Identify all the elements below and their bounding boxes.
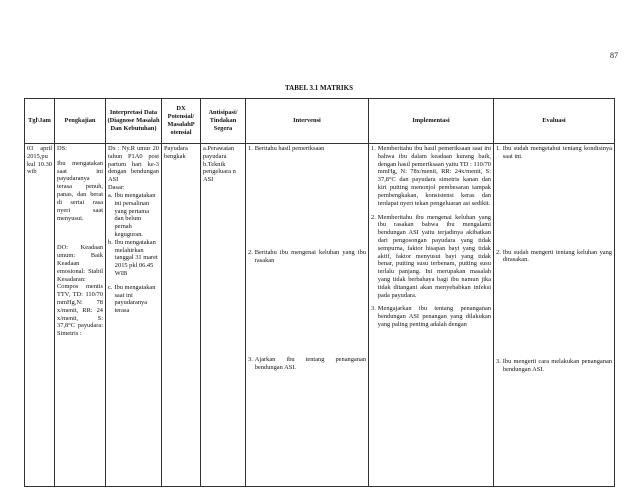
header-tgl-jam: Tgl\Jam (25, 99, 55, 144)
header-pengkajian: Pengkajian (55, 99, 106, 144)
matrix-table (24, 98, 615, 487)
dasar-item-c: c. Ibu mengatakan saat ini payudaranya terasa (108, 283, 156, 315)
list-item: 2. Beritahu ibu mengenai keluhan yang ibu rasakan (248, 248, 366, 264)
diagnosis-text: Dx : Ny.R umur 20 tahun P1A0 post partum hari ke-3 dengan bendungan ASI (108, 145, 159, 184)
dasar-label: Dasar: (108, 184, 125, 192)
list-item: 3. Mengajarkan ibu tentang penanganan bendungan ASI penangan yang dilakukan yang paling penting adalah dengan (371, 305, 491, 329)
cell-evaluasi (494, 144, 615, 487)
antisipasi-a: a.Perawatan payudara (203, 145, 235, 160)
cell-antisipasi (201, 144, 246, 487)
do-text: DO: Keadaan umum: Baik Keadaan emosional: Stabil Kesadaran: Compos mentis TTV, TD: 110/70 mmHg,N: 78 x/menit, RR: 24 x/menit, S: 37,8°C payudara: Simetris : (57, 244, 103, 338)
antisipasi-b: b.Teknik pengeluara n ASI (203, 160, 236, 184)
header-antisipasi: Antisipasi/ Tindakan Segera (201, 99, 246, 144)
list-item: 2. Memberitahu ibu mengenai keluhan yang ibu rasakan bahwa ibu mengalami bendungan ASI yaitu terjadinya akibatkan dari pengosongan payudara yang tidak sempurna, faktor hisapan bayi yang tidak aktif, faktor menyusui bayi yang tidak benar, putting susu terbenam, putting susu terlalu panjang. Ini merupakan masalah yang tidak berbahaya bagi ibu namun jika tidak ditangani akan menyebabkan infeksi pada payudara. (371, 213, 491, 299)
list-item: 3. Ibu mengerti cara melakukan penanganan bendungan ASI. (496, 358, 612, 374)
cell-dx-potensial: Payudara bengkak (162, 144, 201, 487)
header-implementasi: Implementasi (369, 99, 494, 144)
list-item: 2. Ibu sudah mengerti tentang keluhan yang dirasakan. (496, 248, 612, 264)
list-item: 1. Memberitahu ibu hasil pemeriksaan saat ini bahwa ibu dalam keadaan kurang baik, dengan hasil pemeriksaan yaitu TD : 110/70 mmHg, N: 78x/menit, RR: 24x/menit, S: 37,8°C dan payudara simetris kanan dan kiri putting menonjol pembesaran tampak pembengkakan, konsistensi keras dan terdapat nyeri tekan pengeluaran asi sedikit. (371, 145, 491, 207)
cell-pengkajian (55, 144, 106, 487)
page-number: 87 (610, 51, 618, 60)
list-item: 1. Ibu sudah mengetahui tentang kondisinya saat ini. (496, 145, 612, 160)
header-evaluasi: Evaluasi (494, 99, 615, 144)
header-intervensi: Intervensi (246, 99, 369, 144)
ds-text: Ibu mengatakan saat ini payudaranya terasa penuh, panas, dan berat di sertai rasa nyeri saat menyusui. (57, 159, 103, 222)
dasar-item-a: a. Ibu mengatakan ini persalinan yang pertama dan belum pernah keguguran. (108, 191, 156, 238)
dasar-item-b: b. Ibu mengatakan melahirkan tanggal 31 maret 2015 pkl 06.45 WIB (108, 238, 158, 277)
ds-label: DS: (57, 145, 67, 152)
list-item: 1. Beritahu hasil pemeriksaan (248, 145, 325, 152)
table-row (25, 144, 615, 487)
cell-implementasi (369, 144, 494, 487)
header-interpretasi: Interpretasi Data (Diagnose Masalah Dan Kebutuhan) (106, 99, 162, 144)
table-title: TABEL 3.1 MATRIKS (284, 84, 353, 92)
list-item: 3. Ajarkan ibu tentang penanganan bendungan ASI. (248, 356, 366, 372)
header-row (25, 99, 615, 144)
cell-tgl-jam: 03 april 2015,pu kul 10.30 wib (25, 144, 55, 487)
cell-intervensi (246, 144, 369, 487)
header-dx-potensial: DX Potensial/ MasalahP otensial (162, 99, 201, 144)
cell-interpretasi (106, 144, 162, 487)
